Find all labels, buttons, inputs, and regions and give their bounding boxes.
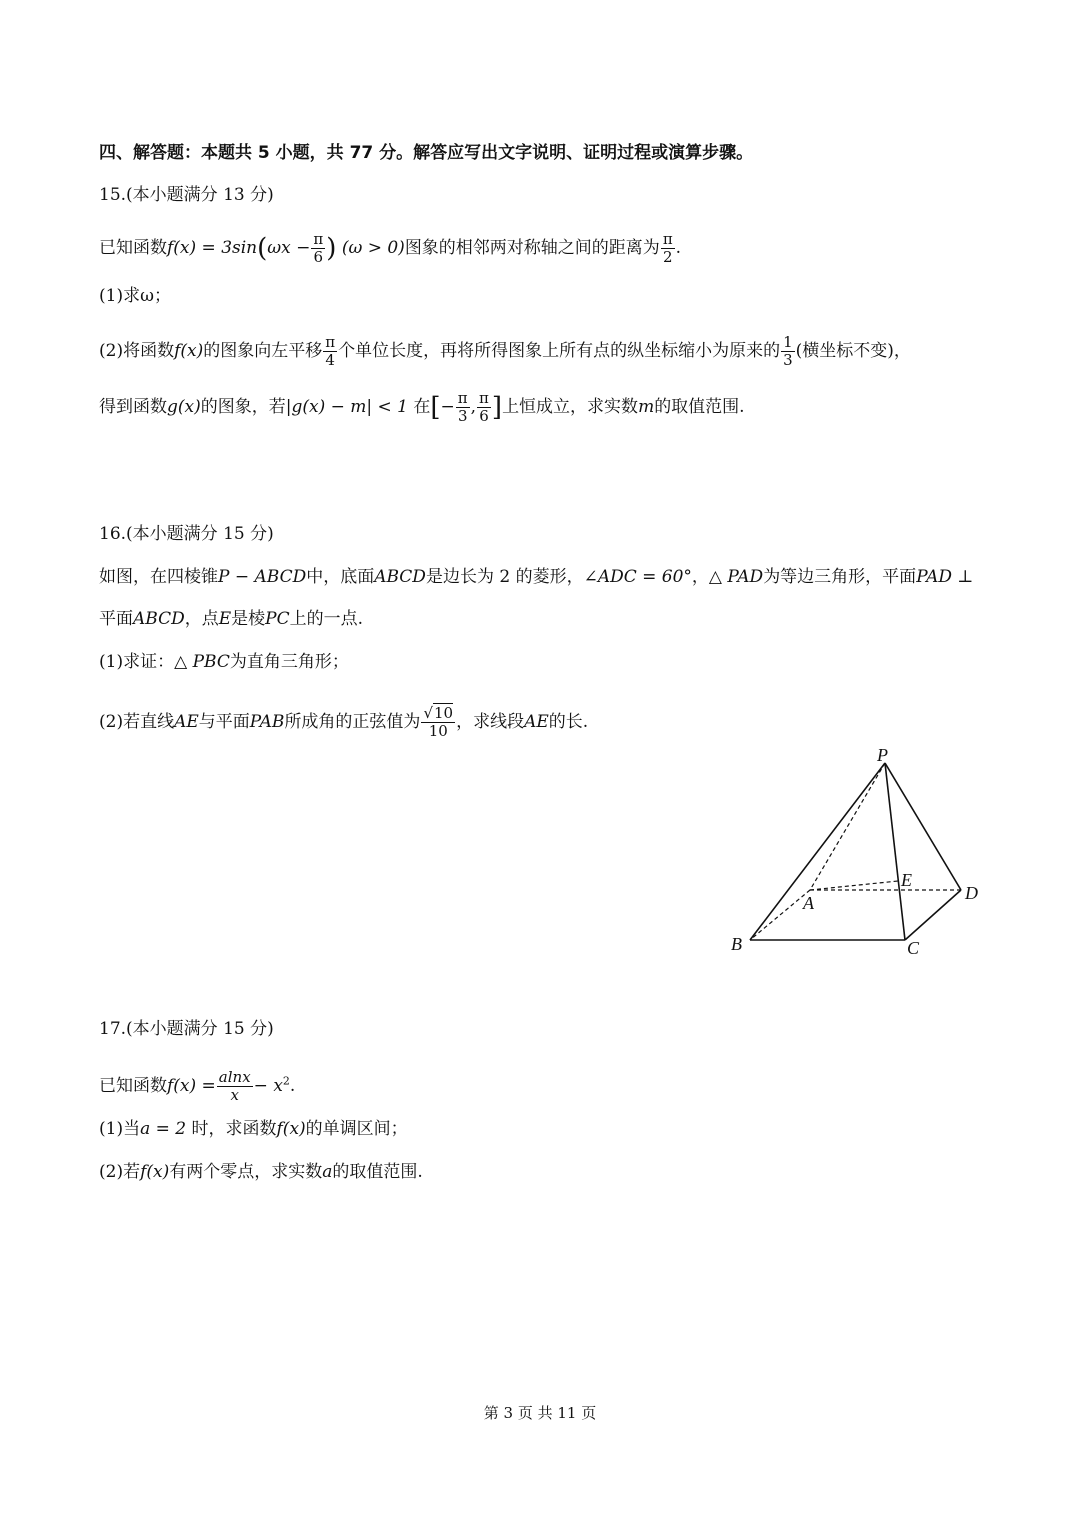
text: 平面 [99,609,133,629]
fraction-1-3 [781,334,795,369]
q17-header: 17.(本小题满分 15 分) [99,1019,274,1039]
math: a = 2 [140,1119,187,1139]
text: 上的一点. [289,609,364,629]
math: E [218,609,232,629]
paren-left: ( [257,233,268,264]
text: 与平面 [198,712,250,732]
math: ∠ADC = 60° [583,567,692,587]
label-C: C [907,938,920,958]
section-title: 四、解答题：本题共 5 小题，共 77 分。解答应写出文字说明、证明过程或演算步骤。 [99,143,754,163]
math: △ PAD [708,567,764,587]
numerator: π [325,333,336,351]
text: 在 [407,397,431,417]
text: 的长. [548,712,589,732]
text: 是边长为 2 的菱形， [425,567,584,587]
math: g(x) [167,397,201,417]
numerator: alnx [218,1068,251,1086]
text: (1)当 [99,1119,141,1139]
math-inequality: |g(x) − m| < 1 [285,397,408,417]
radicand: 10 [434,704,454,722]
label-D: D [965,883,978,903]
paren-right: ) [326,233,337,264]
q16-stem-line1 [99,566,973,588]
math-condition: (ω > 0) [341,238,405,258]
numerator: π [479,389,489,407]
math: − x [253,1076,283,1096]
text: 中，底面 [306,567,375,587]
text: 是棱 [231,609,266,629]
edge-PA-hidden [810,763,885,890]
q16-stem-line2 [99,608,363,630]
math: m [638,397,655,417]
numerator: π [457,389,468,407]
math: a [322,1162,333,1182]
label-A: A [803,893,814,913]
text: . [675,238,682,258]
text: (2)若直线 [99,712,175,732]
q15-part2-cont: 得到函数g(x)的图象，若|g(x) − m| < 1 在[− $\frac{\pi}{3}$ , $\frac{\pi}{6}$ ]上恒成立，求实数m的取值范围. [99,389,745,425]
math: ABCD [374,567,426,587]
text: 为直角三角形； [229,652,349,672]
text: 的取值范围. [654,397,745,417]
math: PAD ⊥ [916,567,974,587]
text: 的取值范围. [332,1162,423,1182]
fraction-sqrt10-10 [421,705,455,740]
math: f(x) [140,1162,170,1182]
fraction-pi-2 [661,231,675,266]
sqrt-sign: √ [423,704,433,722]
q16-part1 [99,651,349,673]
bracket-right: ] [491,392,503,423]
edge-PB [750,763,885,940]
edge-AB-hidden [750,890,810,940]
text: 得到函数 [99,397,167,417]
denominator: 3 [783,351,793,369]
fraction-pi-3 [456,390,470,425]
bracket-left: [ [430,392,441,423]
denominator: 6 [479,407,489,425]
denominator: 10 [428,722,448,740]
page-footer: 第 3 页 共 11 页 [483,1404,597,1422]
text: ，求线段 [456,712,525,732]
text: ，点 [184,609,219,629]
math-arg: ωx − [267,238,311,258]
q15-stem [99,231,681,266]
q15-part1: (1)求ω； [99,286,171,306]
label-P: P [877,745,888,765]
q17-part1 [99,1118,408,1140]
text: 的图象向左平移 [203,341,323,361]
numerator [421,705,455,723]
math: PAB [249,712,285,732]
math: AE [524,712,549,732]
denominator: 3 [457,407,468,425]
q17-part2 [99,1161,423,1183]
fraction-pi-4 [323,334,337,369]
pyramid-figure [725,743,995,963]
text: 为等边三角形，平面 [763,567,917,587]
fraction-pi-6 [477,390,491,425]
q16-header: 16.(本小题满分 15 分) [99,524,274,544]
math-func: f(x) = 3sin [167,238,258,258]
math: △ PBC [174,652,230,672]
math: f(x) [174,341,204,361]
edge-CD [905,890,961,940]
math: f(x) = [167,1076,216,1096]
math: ABCD [133,609,185,629]
numerator: π [662,230,673,248]
segment-AE-hidden [810,881,898,890]
math: f(x) [276,1119,306,1139]
math: P − ABCD [218,567,307,587]
text: 所成角的正弦值为 [284,712,421,732]
denominator: 6 [313,248,324,266]
text: (1)求证： [99,652,175,672]
q16-part2 [99,705,588,740]
text: 时，求函数 [186,1119,277,1139]
text: ， [691,567,709,587]
text: 的图象，若 [200,397,286,417]
numerator: π [313,230,324,248]
text: (2)若 [99,1162,141,1182]
text: . [289,1076,296,1096]
text: 有两个零点，求实数 [169,1162,323,1182]
numerator: 1 [783,333,793,351]
text: 的单调区间； [305,1119,408,1139]
q17-stem [99,1069,295,1104]
denominator: 4 [325,351,335,369]
text: 如图，在四棱锥 [99,567,218,587]
fraction-pi-6 [311,231,325,266]
text: 个单位长度，再将所得图象上所有点的纵坐标缩小为原来的 [338,341,781,361]
math: AE [174,712,199,732]
text: (横坐标不变)， [795,341,911,361]
denominator: 2 [662,248,673,266]
text: 图象的相邻两对称轴之间的距离为 [404,238,660,258]
math: PC [265,609,290,629]
label-B: B [731,934,742,954]
text: 已知函数 [99,1076,167,1096]
q15-header: 15.(本小题满分 13 分) [99,185,274,205]
math: − [440,397,455,417]
text: 已知函数 [99,238,167,258]
exponent: 2 [282,1074,290,1088]
text: (2)将函数 [99,341,175,361]
text: 上恒成立，求实数 [502,397,639,417]
fraction-alnx-x [217,1069,253,1104]
denominator: x [230,1086,239,1104]
edge-PC [885,763,905,940]
q15-part2 [99,334,911,369]
label-E: E [901,870,912,890]
